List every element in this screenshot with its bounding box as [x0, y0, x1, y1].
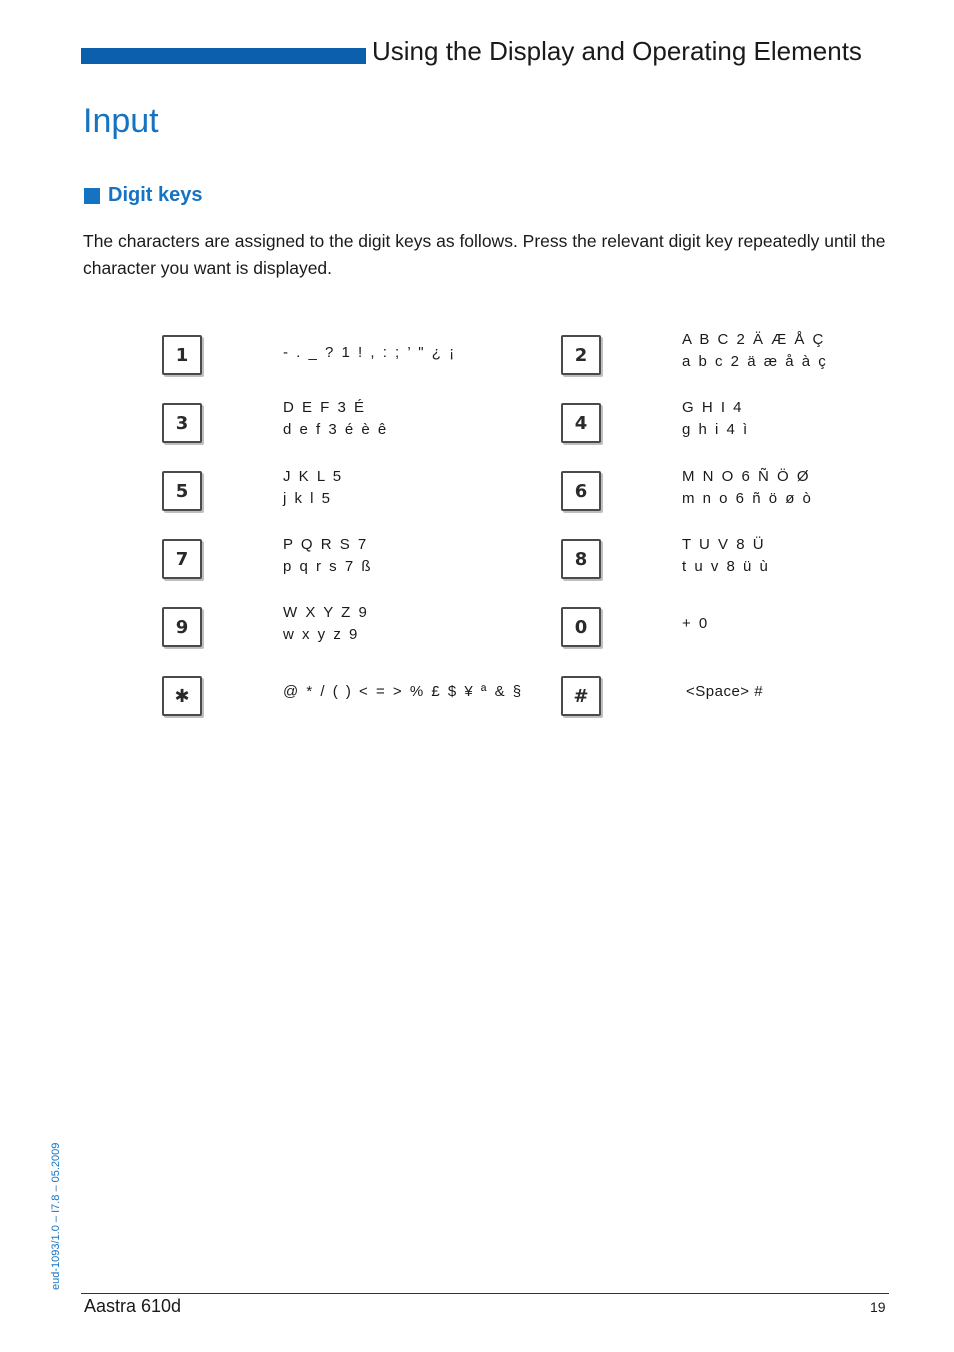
hash-key-icon: #	[561, 676, 601, 716]
key-9-line1: W X Y Z 9	[283, 604, 369, 621]
digit-key-0-icon: 0	[561, 607, 601, 647]
key-4-line2: g h i 4 ì	[682, 421, 750, 438]
header-title: Using the Display and Operating Elements	[372, 36, 862, 66]
digit-key-6-icon: 6	[561, 471, 601, 511]
key-1-characters	[283, 342, 456, 364]
key-5-line1: J K L 5	[283, 468, 344, 485]
key-3-characters	[283, 397, 388, 441]
key-6-characters	[682, 466, 813, 510]
key-6-line1: M N O 6 Ñ Ö Ø	[682, 468, 811, 485]
digit-key-5-icon: 5	[162, 471, 202, 511]
section-title: Digit keys	[108, 184, 203, 206]
key-2-line1: A B C 2 Ä Æ Å Ç	[682, 331, 826, 348]
key-2-line2: a b c 2 ä æ å à ç	[682, 353, 828, 370]
digit-key-3-icon: 3	[162, 403, 202, 443]
key-2-characters	[682, 329, 828, 373]
star-key-characters	[283, 681, 523, 703]
key-5-line2: j k l 5	[283, 490, 333, 507]
key-4-line1: G H I 4	[682, 399, 744, 416]
key-3-line1: D E F 3 É	[283, 399, 367, 416]
key-8-characters	[682, 534, 770, 578]
star-key-line1: @ * / ( ) < = > % £ $ ¥ ª & §	[283, 683, 524, 700]
key-7-line1: P Q R S 7	[283, 536, 369, 553]
hash-key-line1: <Space> #	[686, 683, 764, 700]
intro-paragraph: The characters are assigned to the digit keys as follows. Press the relevant digit key repeatedly until the character you want is displayed.	[83, 231, 886, 278]
footer-product-name: Aastra 610d	[84, 1296, 182, 1316]
key-7-line2: p q r s 7 ß	[283, 558, 373, 575]
document-code: eud-1093/1.0 – I7.8 – 05.2009	[50, 1142, 62, 1290]
key-0-characters	[682, 613, 709, 635]
header-bar	[81, 48, 366, 64]
square-bullet-icon	[84, 188, 100, 204]
digit-key-8-icon: 8	[561, 539, 601, 579]
key-1-line1: - . _ ? 1 ! , : ; ’ " ¿ ¡	[283, 344, 457, 361]
key-4-characters	[682, 397, 749, 441]
digit-key-7-icon: 7	[162, 539, 202, 579]
footer-rule	[81, 1293, 889, 1294]
key-9-characters	[283, 602, 369, 646]
page-title: Input	[83, 102, 159, 140]
key-0-line1: + 0	[682, 615, 710, 632]
key-6-line2: m n o 6 ñ ö ø ò	[682, 490, 813, 507]
key-8-line1: T U V 8 Ü	[682, 536, 766, 553]
key-7-characters	[283, 534, 373, 578]
key-5-characters	[283, 466, 343, 510]
key-8-line2: t u v 8 ü ù	[682, 558, 770, 575]
star-key-icon: ✱	[162, 676, 202, 716]
section-heading	[84, 184, 202, 207]
digit-key-1-icon: 1	[162, 335, 202, 375]
digit-key-2-icon: 2	[561, 335, 601, 375]
digit-key-4-icon: 4	[561, 403, 601, 443]
key-9-line2: w x y z 9	[283, 626, 360, 643]
hash-key-characters	[686, 681, 763, 703]
page-number: 19	[870, 1299, 886, 1315]
digit-key-9-icon: 9	[162, 607, 202, 647]
key-3-line2: d e f 3 é è ê	[283, 421, 389, 438]
